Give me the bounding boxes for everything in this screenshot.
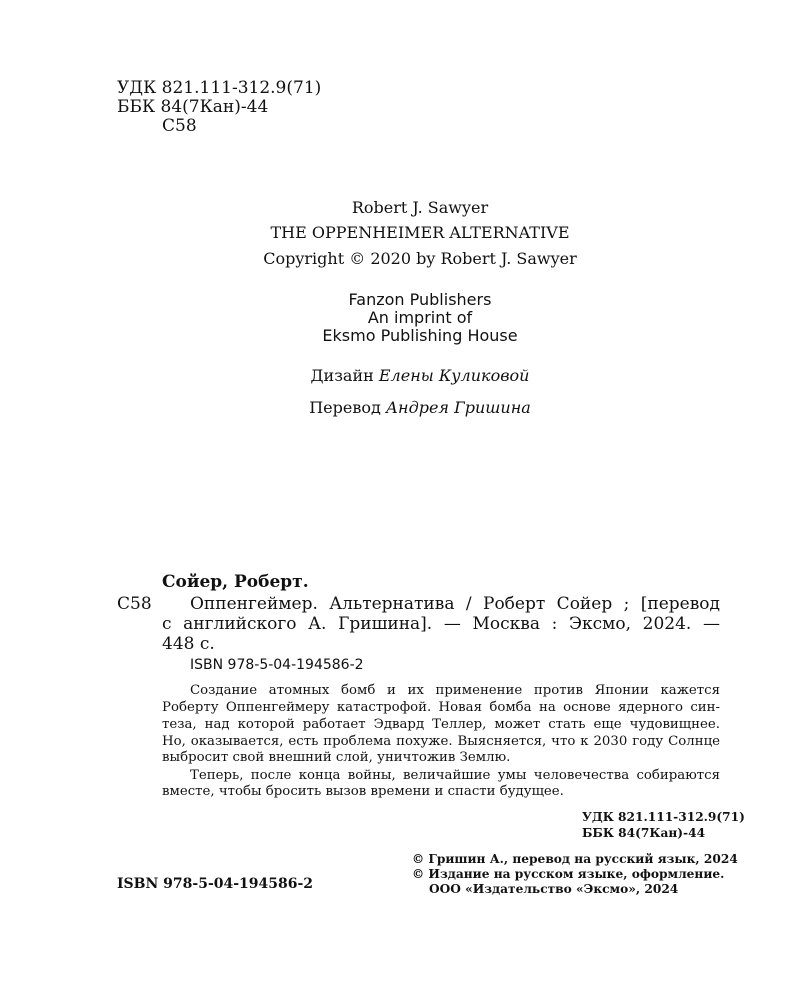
designer-name: Елены Куликовой [378, 366, 530, 385]
bottom-udk: УДК 821.111-312.9(71) [582, 810, 745, 824]
catalog-isbn: ISBN 978-5-04-194586-2 [190, 657, 364, 673]
copyright-publisher: ООО «Издательство «Эксмо», 2024 [429, 882, 679, 896]
publisher-line-1: Fanzon Publishers [348, 290, 492, 309]
catalog-line-3: 448 с. [162, 634, 215, 654]
annotation-line: вместе, чтобы бросить вызов времени и спасти будущее. [162, 784, 564, 799]
copyright-translation: © Гришин А., перевод на русский язык, 2024 [412, 852, 738, 866]
annotation-line: выбросит свой внешний слой, уничтожив Землю. [162, 750, 511, 765]
translation-label: Перевод [309, 398, 381, 417]
annotation-line: Теперь, после конца войны, величайшие умы человечества собираются [190, 768, 720, 783]
annotation-line: Роберту Оппенгеймеру катастрофой. Новая бомба на основе ядерного син- [162, 700, 720, 715]
design-credit [0, 366, 800, 385]
publisher-line-3: Eksmo Publishing House [322, 326, 518, 345]
catalog-code: С58 [117, 594, 152, 614]
annotation-line: Но, оказывается, есть проблема похуже. Выясняется, что к 2030 году Солнце [162, 734, 720, 749]
original-author: Robert J. Sawyer [351, 198, 489, 217]
original-copyright: Copyright © 2020 by Robert J. Sawyer [263, 249, 577, 268]
annotation-line: Создание атомных бомб и их применение против Японии кажется [190, 683, 720, 698]
catalog-line-1: Оппенгеймер. Альтернатива / Роберт Сойер ; [перевод [190, 594, 720, 614]
annotation-line: теза, над которой работает Эдвард Теллер, может стать еще чудовищнее. [162, 717, 720, 732]
translator-name: Андрея Гришина [385, 398, 531, 417]
catalog-author-heading: Сойер, Роберт. [162, 572, 309, 592]
udk-code: УДК 821.111-312.9(71) [117, 78, 322, 98]
bottom-bbk: ББК 84(7Кан)-44 [582, 826, 706, 840]
author-mark: С58 [162, 116, 197, 136]
footer-isbn: ISBN 978-5-04-194586-2 [117, 876, 314, 892]
original-title: THE OPPENHEIMER ALTERNATIVE [270, 223, 570, 242]
bbk-code: ББК 84(7Кан)-44 [117, 97, 269, 117]
catalog-line-2: с английского А. Гришина]. — Москва : Эксмо, 2024. — [162, 614, 720, 634]
copyright-edition: © Издание на русском языке, оформление. [412, 867, 725, 881]
design-label: Дизайн [310, 366, 374, 385]
translation-credit [0, 398, 800, 417]
publisher-line-2: An imprint of [367, 308, 473, 327]
